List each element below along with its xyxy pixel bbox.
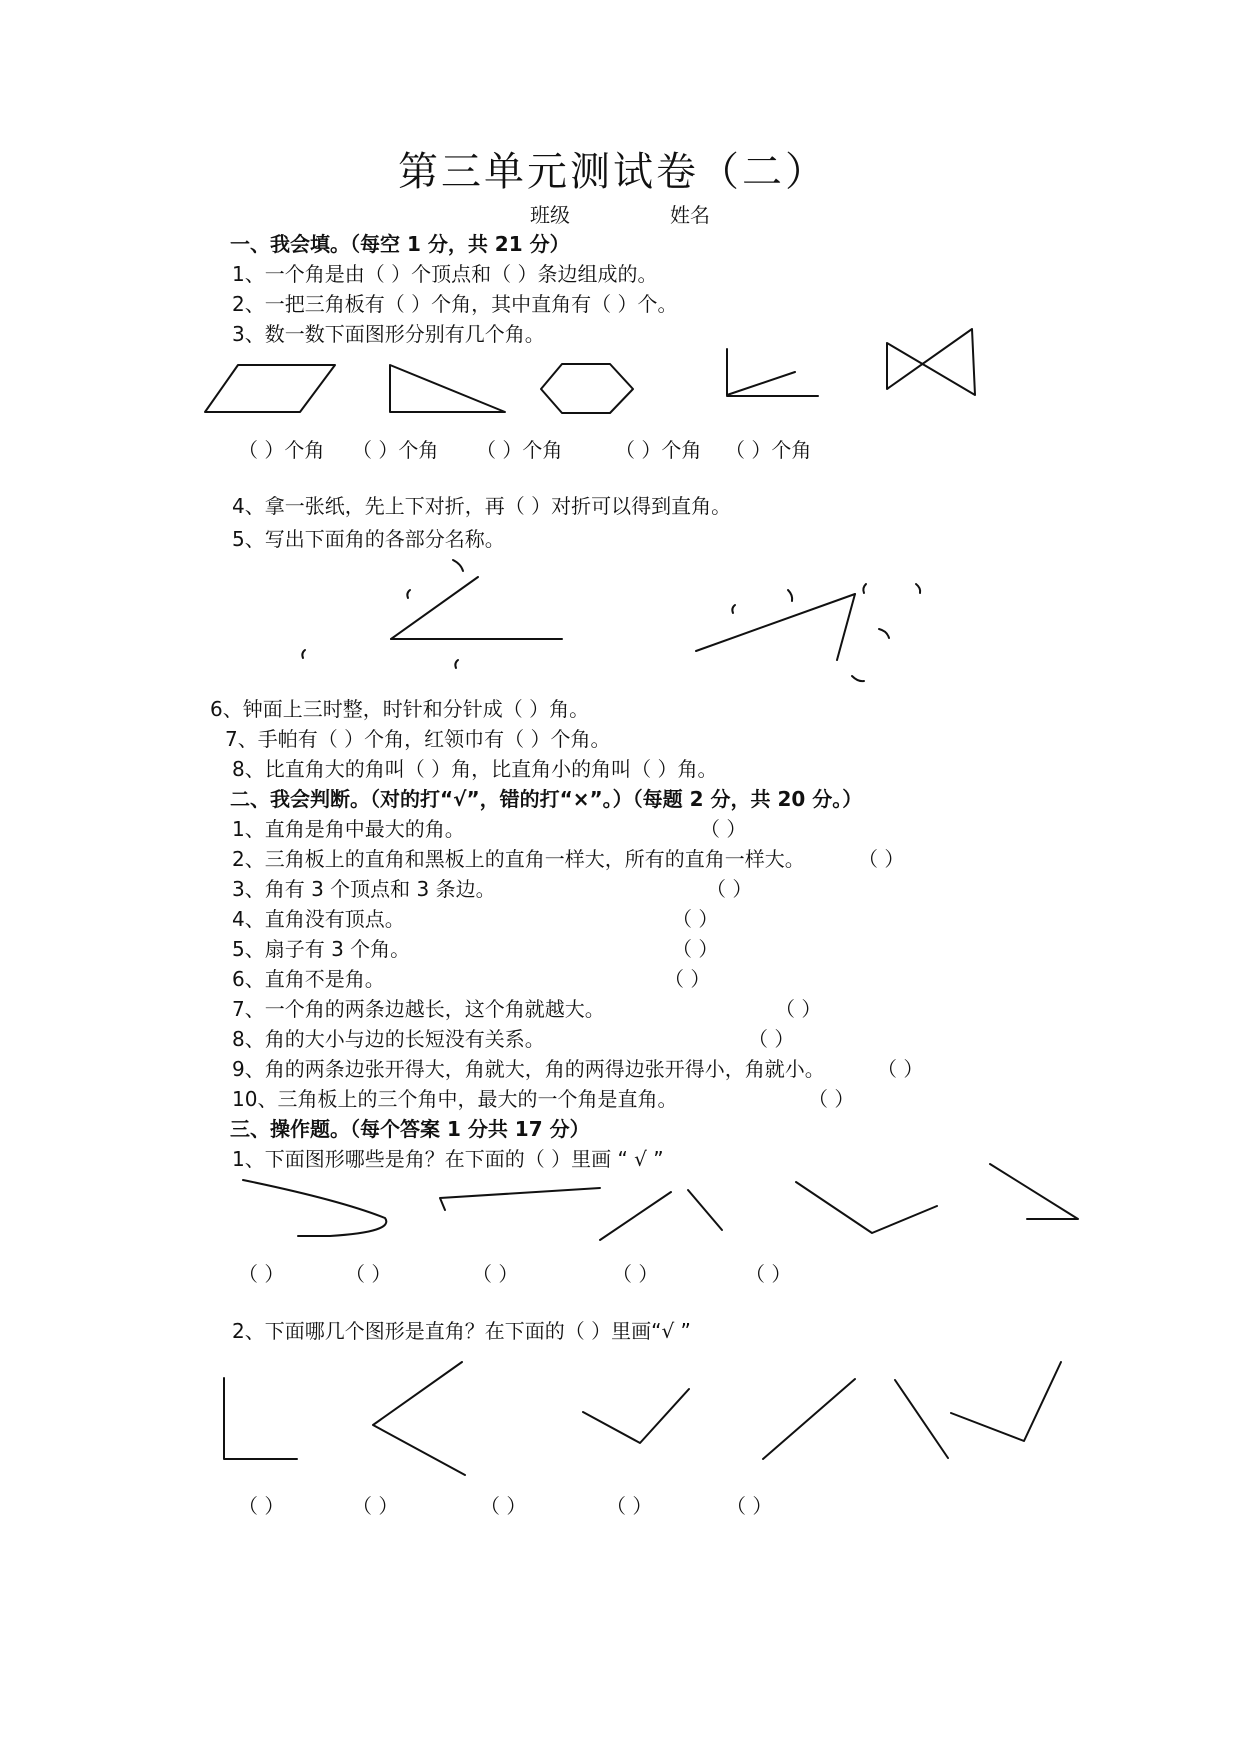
s3q1-figure-1 <box>243 1180 386 1236</box>
s3-q2-blank-4[interactable]: （ ） <box>606 1494 653 1518</box>
s3-q2: 2、下面哪几个图形是直角？在下面的（ ）里画“√ ” <box>232 1319 691 1343</box>
s3q1-figure-5 <box>990 1164 1078 1219</box>
s3-q1-blank-5[interactable]: （ ） <box>745 1262 792 1286</box>
s1-q8: 8、比直角大的角叫（ ）角，比直角小的角叫（ ）角。 <box>232 757 718 781</box>
judge-item-8: 8、角的大小与边的长短没有关系。 <box>232 1027 545 1051</box>
open-angle-shape <box>727 349 795 395</box>
judge-blank-6[interactable]: （ ） <box>664 967 711 991</box>
judge-blank-2[interactable]: （ ） <box>858 847 905 871</box>
s1-q5: 5、写出下面角的各部分名称。 <box>232 527 505 551</box>
q5-label-mark <box>732 605 735 613</box>
s3q2-figure-3 <box>583 1389 689 1443</box>
q3-blank-1[interactable]: （ ）个角 <box>238 438 325 462</box>
s3-q2-blank-2[interactable]: （ ） <box>352 1494 399 1518</box>
section1-heading: 一、我会填。（每空 1 分，共 21 分） <box>230 232 570 256</box>
s3q2-figure-1 <box>224 1378 297 1459</box>
s1-q6: 6、钟面上三时整，时针和分针成（ ）角。 <box>210 697 590 721</box>
judge-item-10: 10、三角板上的三个角中，最大的一个角是直角。 <box>232 1087 678 1111</box>
s3q2-figure-2 <box>373 1362 465 1475</box>
q3-blank-5[interactable]: （ ）个角 <box>725 438 812 462</box>
s3-q1-blank-1[interactable]: （ ） <box>238 1262 285 1286</box>
judge-item-4: 4、直角没有顶点。 <box>232 907 405 931</box>
s3-q2-blank-3[interactable]: （ ） <box>480 1494 527 1518</box>
s1-q7: 7、手帕有（ ）个角，红领巾有（ ）个角。 <box>225 727 611 751</box>
s1-q1: 1、一个角是由（ ）个顶点和（ ）条边组成的。 <box>232 262 658 286</box>
section3-heading: 三、操作题。（每个答案 1 分共 17 分） <box>230 1117 590 1141</box>
judge-blank-9[interactable]: （ ） <box>877 1057 924 1081</box>
q3-blank-2[interactable]: （ ）个角 <box>352 438 439 462</box>
s3q1-figure-3b <box>688 1190 722 1230</box>
judge-blank-3[interactable]: （ ） <box>706 877 753 901</box>
q5-angle2-ray-short <box>837 594 855 660</box>
judge-blank-10[interactable]: （ ） <box>808 1087 855 1111</box>
q5-label-mark <box>455 660 458 668</box>
judge-blank-7[interactable]: （ ） <box>775 997 822 1021</box>
judge-item-2: 2、三角板上的直角和黑板上的直角一样大，所有的直角一样大。 <box>232 847 805 871</box>
q5-label-mark <box>407 590 410 598</box>
parallelogram-shape <box>205 365 335 412</box>
bowtie-shape <box>887 329 975 395</box>
judge-blank-4[interactable]: （ ） <box>672 907 719 931</box>
name-label: 姓名 <box>670 203 710 227</box>
judge-item-3: 3、角有 3 个顶点和 3 条边。 <box>232 877 496 901</box>
hexagon-shape <box>541 364 633 413</box>
q5-label-mark <box>852 676 864 681</box>
judge-item-1: 1、直角是角中最大的角。 <box>232 817 465 841</box>
s3q1-figure-2 <box>440 1188 600 1210</box>
q5-angle1-ray-upper <box>391 577 478 639</box>
q5-label-mark <box>788 590 792 601</box>
judge-blank-5[interactable]: （ ） <box>672 937 719 961</box>
s1-q4: 4、拿一张纸，先上下对折，再（ ）对折可以得到直角。 <box>232 494 732 518</box>
q5-label-mark <box>879 629 889 638</box>
s3q1-figure-4 <box>796 1182 937 1233</box>
s3-q2-blank-1[interactable]: （ ） <box>238 1494 285 1518</box>
judge-item-6: 6、直角不是角。 <box>232 967 385 991</box>
s3q2-figure-5 <box>895 1380 948 1458</box>
page-title: 第三单元测试卷（二） <box>398 149 828 195</box>
judge-item-9: 9、角的两条边张开得大，角就大，角的两得边张开得小，角就小。 <box>232 1057 825 1081</box>
q5-label-mark <box>916 584 920 593</box>
s3-q1-blank-2[interactable]: （ ） <box>345 1262 392 1286</box>
s3-q2-blank-5[interactable]: （ ） <box>726 1494 773 1518</box>
q5-label-mark <box>453 560 463 571</box>
s3q2-figure-4 <box>763 1379 855 1459</box>
s1-q3: 3、数一数下面图形分别有几个角。 <box>232 322 545 346</box>
judge-blank-8[interactable]: （ ） <box>748 1027 795 1051</box>
section2-heading: 二、我会判断。（对的打“√”，错的打“×”。）（每题 2 分，共 20 分。） <box>230 787 863 811</box>
s1-q2: 2、一把三角板有（ ）个角，其中直角有（ ）个。 <box>232 292 678 316</box>
q5-label-mark <box>302 650 305 658</box>
judge-item-5: 5、扇子有 3 个角。 <box>232 937 411 961</box>
q3-blank-3[interactable]: （ ）个角 <box>476 438 563 462</box>
s3-q1: 1、下面图形哪些是角？在下面的（ ）里画 “ √ ” <box>232 1147 664 1171</box>
right-triangle-shape <box>390 365 505 412</box>
class-label: 班级 <box>530 203 570 227</box>
q3-blank-4[interactable]: （ ）个角 <box>615 438 702 462</box>
judge-item-7: 7、一个角的两条边越长，这个角就越大。 <box>232 997 605 1021</box>
q5-angle2-ray-long <box>696 594 855 651</box>
s3q1-figure-3a <box>600 1192 671 1240</box>
s3-q1-blank-3[interactable]: （ ） <box>472 1262 519 1286</box>
judge-blank-1[interactable]: （ ） <box>700 817 747 841</box>
s3q2-figure-6 <box>951 1362 1061 1441</box>
q5-label-mark <box>863 584 866 593</box>
s3-q1-blank-4[interactable]: （ ） <box>612 1262 659 1286</box>
